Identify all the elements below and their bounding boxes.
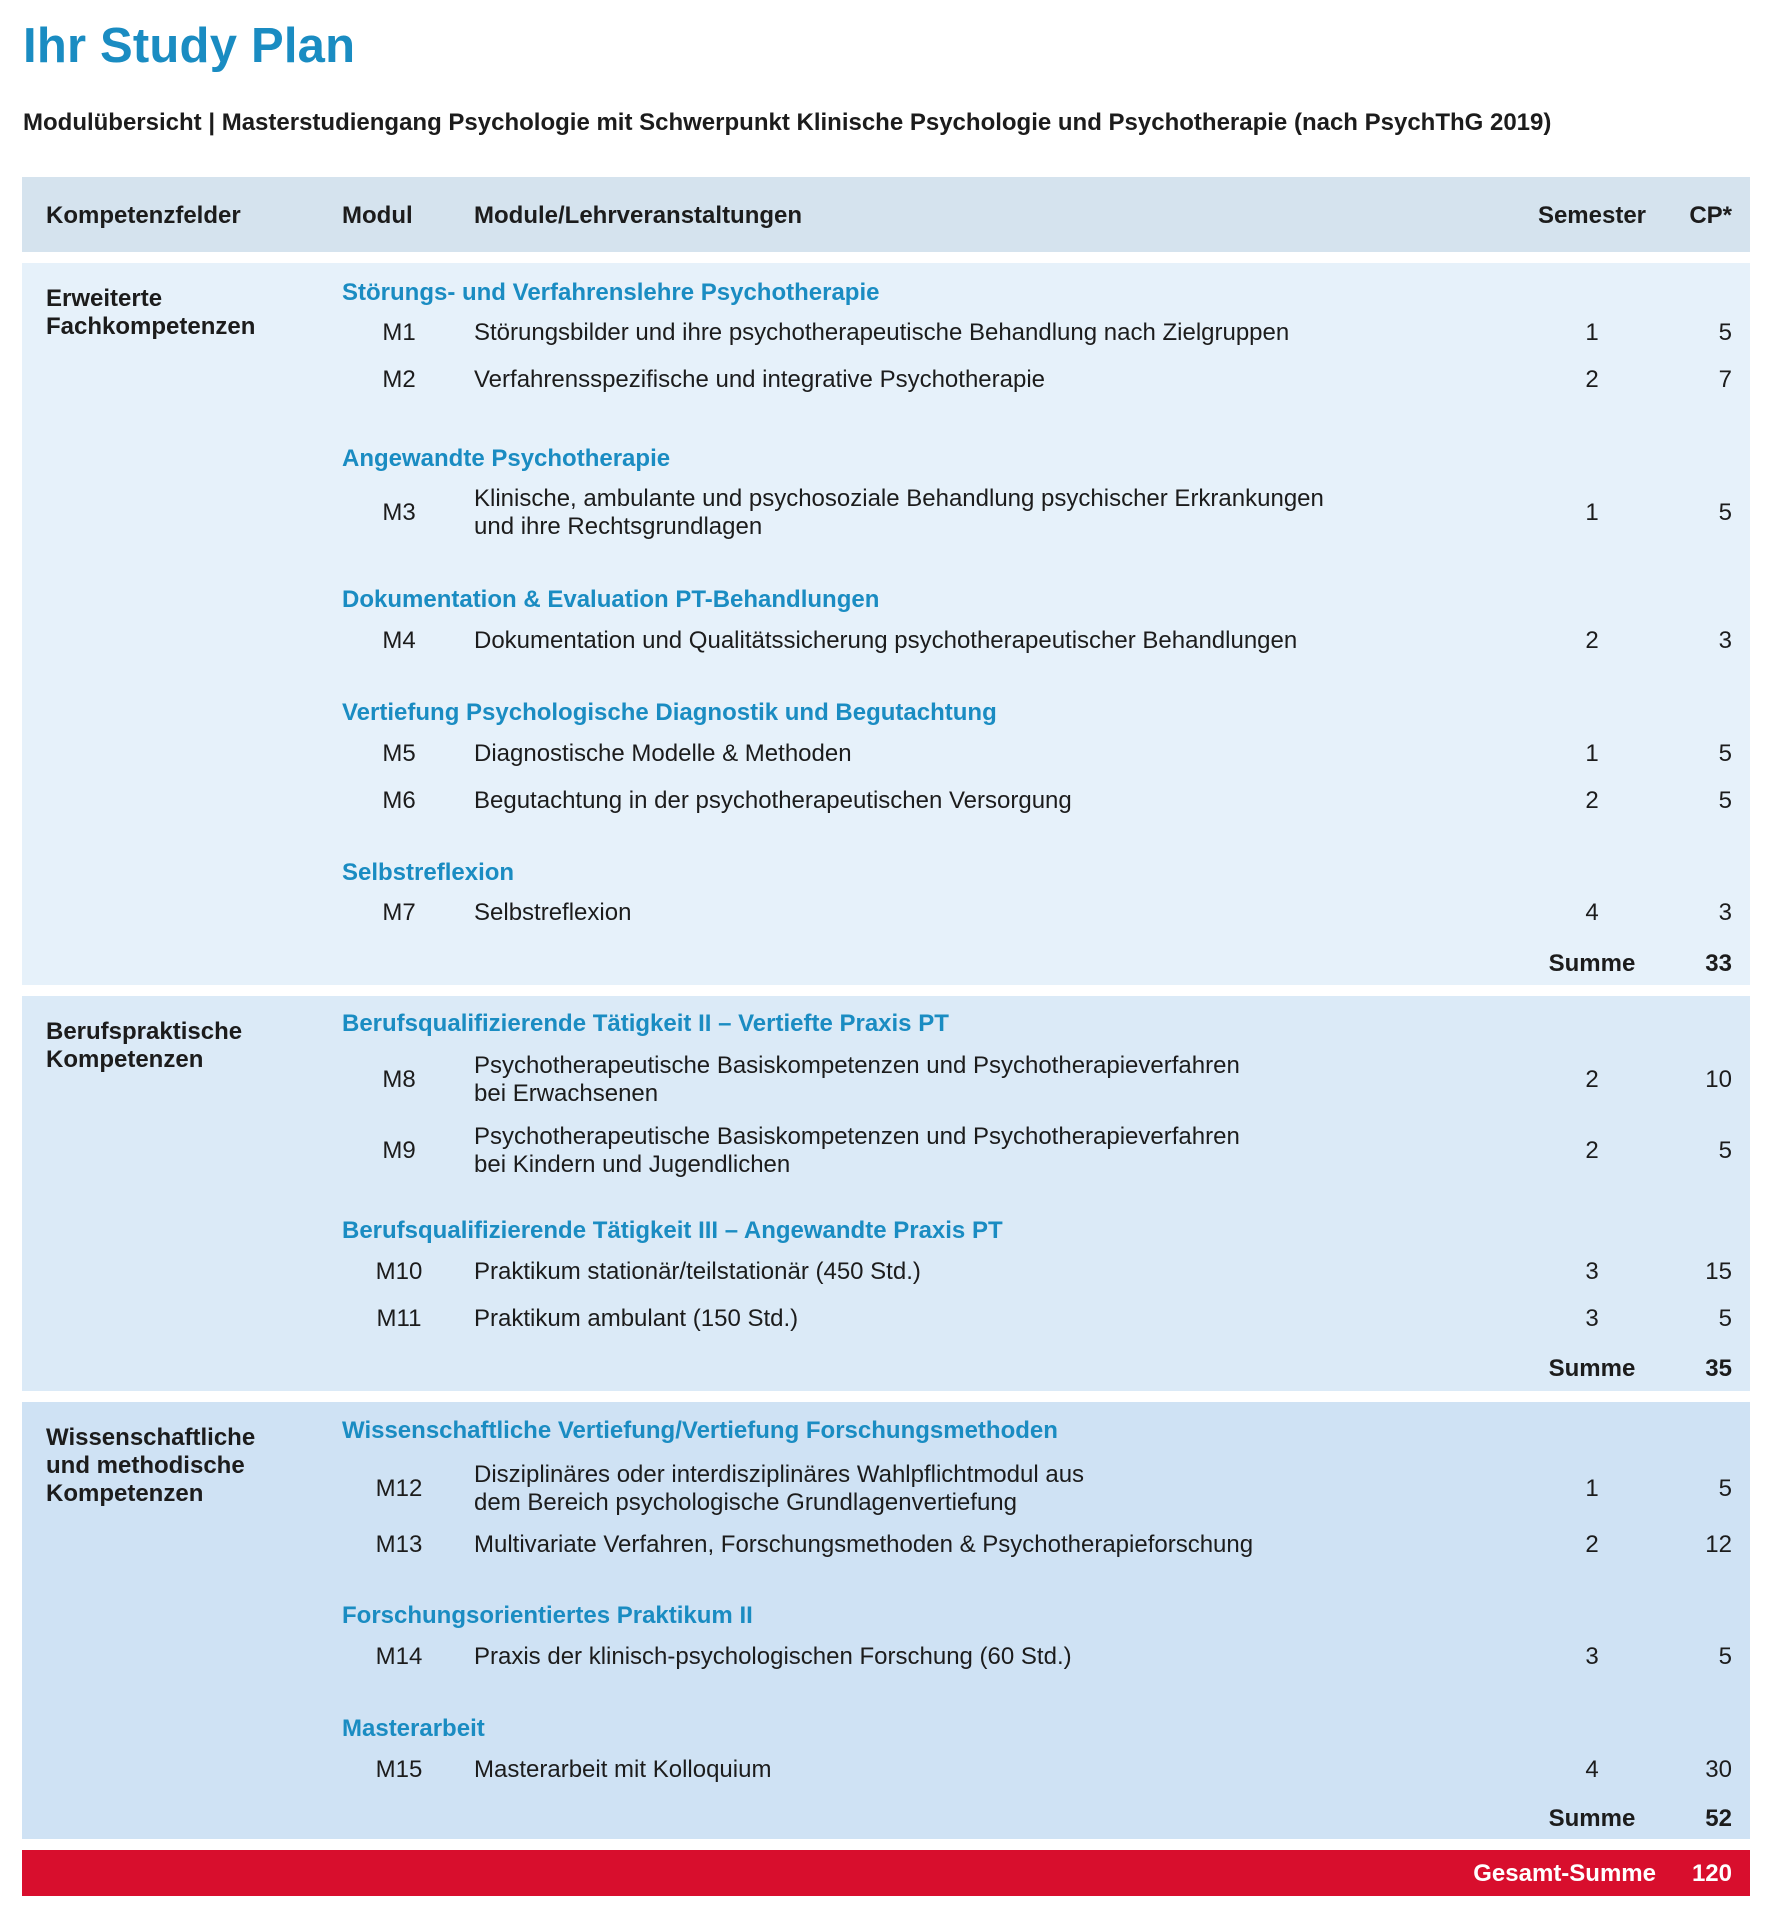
- module-code: M11: [376, 1305, 422, 1332]
- group-title: Selbstreflexion: [342, 859, 515, 886]
- group-title: Dokumentation & Evaluation PT-Behandlungen: [342, 586, 880, 613]
- table-row-m3: [22, 478, 1750, 548]
- module-cp: 5: [1718, 499, 1732, 526]
- group-title: Angewandte Psychotherapie: [342, 445, 671, 472]
- module-cp: 12: [1705, 1531, 1732, 1558]
- module-code: M9: [382, 1137, 416, 1164]
- module-title: Begutachtung in der psychotherapeutischen Versorgung: [474, 787, 1072, 814]
- group-title: Forschungsorientiertes Praktikum II: [342, 1602, 753, 1629]
- module-code: M5: [382, 740, 416, 767]
- header-modul: Modul: [342, 202, 413, 229]
- module-semester: 3: [1585, 1258, 1599, 1285]
- module-title: Praktikum ambulant (150 Std.): [474, 1305, 799, 1332]
- header-kompetenzfelder: Kompetenzfelder: [46, 202, 241, 229]
- module-cp: 10: [1705, 1066, 1732, 1093]
- section-berufspraktische-kompetenzen: [22, 996, 1750, 1391]
- module-semester: 1: [1585, 319, 1599, 346]
- module-code: M2: [382, 366, 416, 393]
- module-semester: 3: [1585, 1643, 1599, 1670]
- module-semester: 2: [1585, 1137, 1599, 1164]
- module-code: M1: [382, 319, 416, 346]
- module-semester: 2: [1585, 1531, 1599, 1558]
- table-row-m14: [22, 1637, 1750, 1677]
- table-row-m5: [22, 734, 1750, 774]
- table-row-m9: [22, 1116, 1750, 1186]
- table-row-m13: [22, 1525, 1750, 1565]
- table-row-m1: [22, 313, 1750, 353]
- group-title: Berufsqualifizierende Tätigkeit III – Angewandte Praxis PT: [342, 1217, 1003, 1244]
- sum-label: Summe: [1548, 950, 1636, 977]
- module-cp: 5: [1718, 740, 1732, 767]
- module-code: M14: [375, 1643, 423, 1670]
- module-cp: 5: [1718, 787, 1732, 814]
- module-title: Multivariate Verfahren, Forschungsmethoden & Psychotherapieforschung: [474, 1531, 1254, 1558]
- section-wissenschaftliche-kompetenzen: [22, 1402, 1750, 1839]
- module-code: M3: [382, 499, 416, 526]
- section-erweiterte-fachkompetenzen: [22, 263, 1750, 985]
- module-semester: 4: [1585, 1756, 1599, 1783]
- module-cp: 5: [1718, 1475, 1732, 1502]
- header-semester: Semester: [1537, 202, 1647, 229]
- table-header: [22, 177, 1750, 252]
- module-cp: 7: [1718, 366, 1732, 393]
- sum-value: 35: [1705, 1355, 1732, 1382]
- table-row-m7: [22, 893, 1750, 933]
- table-row-m4: [22, 621, 1750, 661]
- module-title: Masterarbeit mit Kolloquium: [474, 1756, 772, 1783]
- module-title: Selbstreflexion: [474, 899, 632, 926]
- module-title: Diagnostische Modelle & Methoden: [474, 740, 852, 767]
- module-code: M12: [375, 1475, 423, 1502]
- module-cp: 30: [1705, 1756, 1732, 1783]
- sum-value: 52: [1705, 1805, 1732, 1832]
- module-cp: 3: [1718, 627, 1732, 654]
- page-title: Ihr Study Plan: [23, 19, 356, 73]
- module-semester: 1: [1585, 499, 1599, 526]
- module-semester: 1: [1585, 740, 1599, 767]
- table-row-m15: [22, 1750, 1750, 1790]
- total-bar: [22, 1850, 1750, 1896]
- module-semester: 2: [1585, 627, 1599, 654]
- module-code: M6: [382, 787, 416, 814]
- module-title: Disziplinäres oder interdisziplinäres Wahlpflichtmodul aus dem Bereich psychologische Grundlagenvertiefung: [474, 1461, 1085, 1516]
- module-code: M4: [382, 627, 416, 654]
- module-code: M15: [375, 1756, 423, 1783]
- table-row-m6: [22, 781, 1750, 821]
- module-cp: 5: [1718, 1643, 1732, 1670]
- module-semester: 2: [1585, 1066, 1599, 1093]
- module-code: M13: [375, 1531, 423, 1558]
- total-value: 120: [1691, 1860, 1732, 1887]
- module-title: Dokumentation und Qualitätssicherung psychotherapeutischer Behandlungen: [474, 627, 1298, 654]
- group-title: Wissenschaftliche Vertiefung/Vertiefung Forschungsmethoden: [342, 1417, 1058, 1444]
- table-row-m10: [22, 1252, 1750, 1292]
- sum-value: 33: [1705, 950, 1732, 977]
- module-cp: 5: [1718, 319, 1732, 346]
- table-row-m12: [22, 1454, 1750, 1524]
- module-cp: 3: [1718, 899, 1732, 926]
- table-row-m8: [22, 1045, 1750, 1115]
- module-title: Psychotherapeutische Basiskompetenzen und Psychotherapieverfahren bei Erwachsenen: [474, 1052, 1240, 1107]
- module-semester: 4: [1585, 899, 1599, 926]
- header-cp: CP*: [1689, 202, 1732, 229]
- module-cp: 5: [1718, 1137, 1732, 1164]
- module-cp: 5: [1718, 1305, 1732, 1332]
- module-title: Verfahrensspezifische und integrative Psychotherapie: [474, 366, 1046, 393]
- page-subtitle: Modulübersicht | Masterstudiengang Psychologie mit Schwerpunkt Klinische Psychologie und Psychotherapie (nach PsychThG 2019): [23, 109, 1552, 136]
- group-title: Berufsqualifizierende Tätigkeit II – Vertiefte Praxis PT: [342, 1010, 949, 1037]
- section-name: Berufspraktische Kompetenzen: [46, 1018, 243, 1073]
- module-code: M8: [382, 1066, 416, 1093]
- section-name: Erweiterte Fachkompetenzen: [46, 285, 256, 340]
- module-cp: 15: [1705, 1258, 1732, 1285]
- sum-label: Summe: [1548, 1805, 1636, 1832]
- module-title: Störungsbilder und ihre psychotherapeutische Behandlung nach Zielgruppen: [474, 319, 1290, 346]
- group-title: Masterarbeit: [342, 1715, 485, 1742]
- table-row-m11: [22, 1299, 1750, 1339]
- total-label: Gesamt-Summe: [1473, 1860, 1656, 1887]
- module-semester: 1: [1585, 1475, 1599, 1502]
- module-title: Klinische, ambulante und psychosoziale Behandlung psychischer Erkrankungen und ihre Rechtsgrundlagen: [474, 485, 1324, 540]
- module-semester: 3: [1585, 1305, 1599, 1332]
- header-module: Module/Lehrveranstaltungen: [474, 202, 803, 229]
- module-title: Praxis der klinisch-psychologischen Forschung (60 Std.): [474, 1643, 1072, 1670]
- module-code: M10: [375, 1258, 423, 1285]
- module-semester: 2: [1585, 366, 1599, 393]
- module-semester: 2: [1585, 787, 1599, 814]
- module-title: Praktikum stationär/teilstationär (450 Std.): [474, 1258, 921, 1285]
- module-code: M7: [382, 899, 416, 926]
- table-row-m2: [22, 360, 1750, 400]
- module-title: Psychotherapeutische Basiskompetenzen und Psychotherapieverfahren bei Kindern und Jugendlichen: [474, 1123, 1240, 1178]
- sum-label: Summe: [1548, 1355, 1636, 1382]
- section-name: Wissenschaftliche und methodische Kompetenzen: [46, 1424, 256, 1507]
- group-title: Störungs- und Verfahrenslehre Psychotherapie: [342, 279, 880, 306]
- group-title: Vertiefung Psychologische Diagnostik und Begutachtung: [342, 699, 997, 726]
